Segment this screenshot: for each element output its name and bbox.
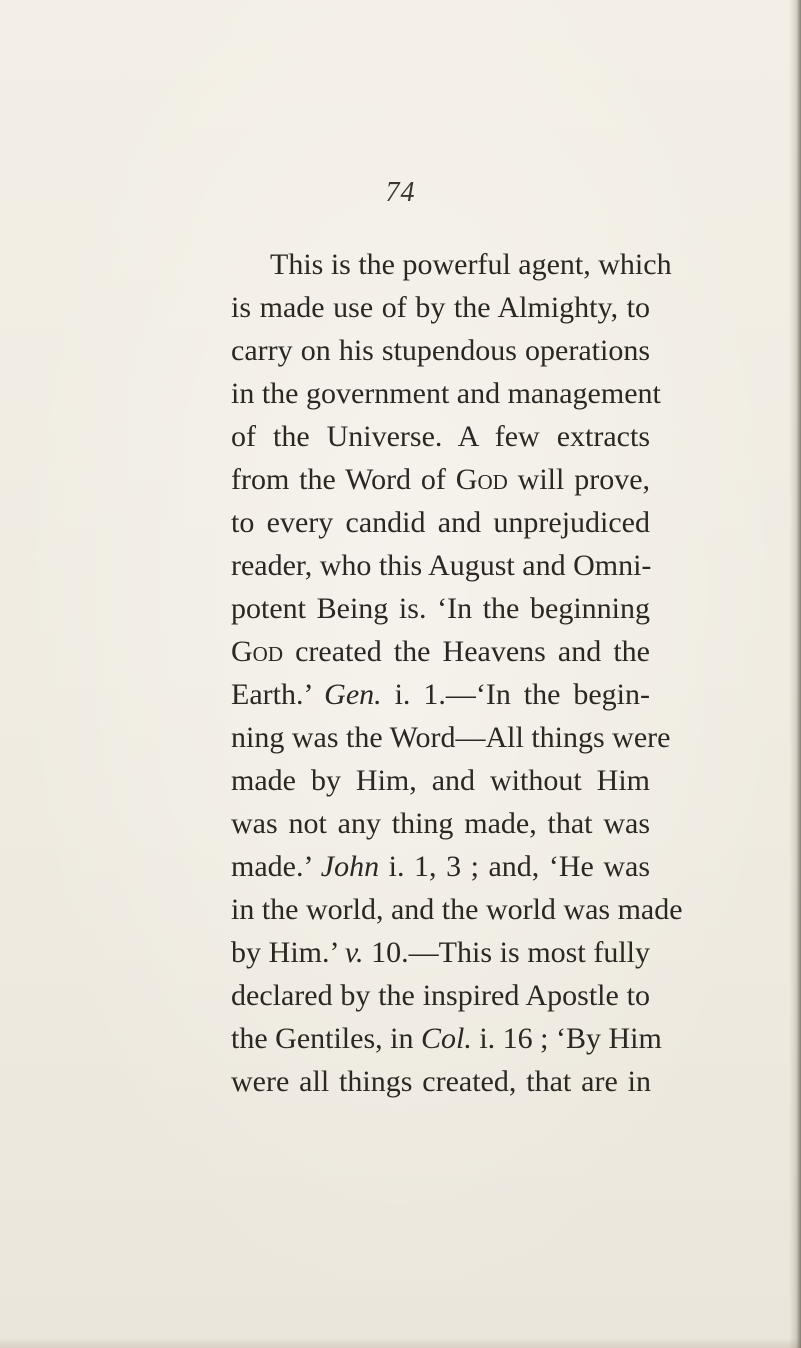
- text-run: reader, who this August and Omni-: [231, 549, 652, 582]
- text-run: from the Word of: [231, 463, 446, 496]
- text-run: ning was the Word—All things were: [231, 721, 671, 754]
- text-run: i. 1, 3 ; and, ‘He was: [388, 850, 651, 883]
- text-run: made by Him, and without Him: [231, 764, 650, 797]
- text-run: carry on his stupendous operations: [231, 334, 650, 367]
- text-run: was not any thing made, that was: [231, 807, 650, 840]
- text-run: created the Heavens and the: [295, 635, 650, 668]
- text-run: declared by the inspired Apostle to: [231, 979, 650, 1012]
- text-run-italic: v.: [344, 936, 364, 969]
- text-run: 10.—This is most fully: [371, 936, 650, 969]
- text-run: i. 16 ; ‘By Him: [479, 1022, 662, 1055]
- text-run: to every candid and unprejudiced: [231, 506, 650, 539]
- text-line-20: [231, 1057, 651, 1107]
- text-run: will prove,: [517, 463, 651, 496]
- text-run: the Gentiles, in: [231, 1022, 414, 1055]
- text-run: potent Being is. ‘In the beginning: [231, 592, 650, 625]
- text-run: by Him.’: [231, 936, 338, 969]
- text-run: in the government and management: [231, 377, 661, 410]
- text-run: This is the powerful agent, which: [270, 248, 672, 281]
- text-run-italic: John: [320, 850, 380, 883]
- text-run: were all things created, that are in: [231, 1065, 651, 1098]
- text-run-smallcaps: God: [455, 463, 508, 496]
- text-run: is made use of by the Almighty, to: [231, 291, 650, 324]
- text-run: made.’: [231, 850, 312, 883]
- text-run: in the world, and the world was made: [231, 893, 683, 926]
- page-number: 74: [385, 177, 416, 208]
- page-bottom-shade: [0, 1338, 801, 1348]
- text-run-italic: Col.: [420, 1022, 472, 1055]
- text-run: Earth.’: [231, 678, 312, 711]
- text-run-smallcaps: God: [231, 635, 283, 668]
- text-run-italic: Gen.: [324, 678, 382, 711]
- text-run: i. 1.—‘In the begin-: [394, 678, 651, 711]
- text-run: of the Universe. A few extracts: [231, 420, 650, 453]
